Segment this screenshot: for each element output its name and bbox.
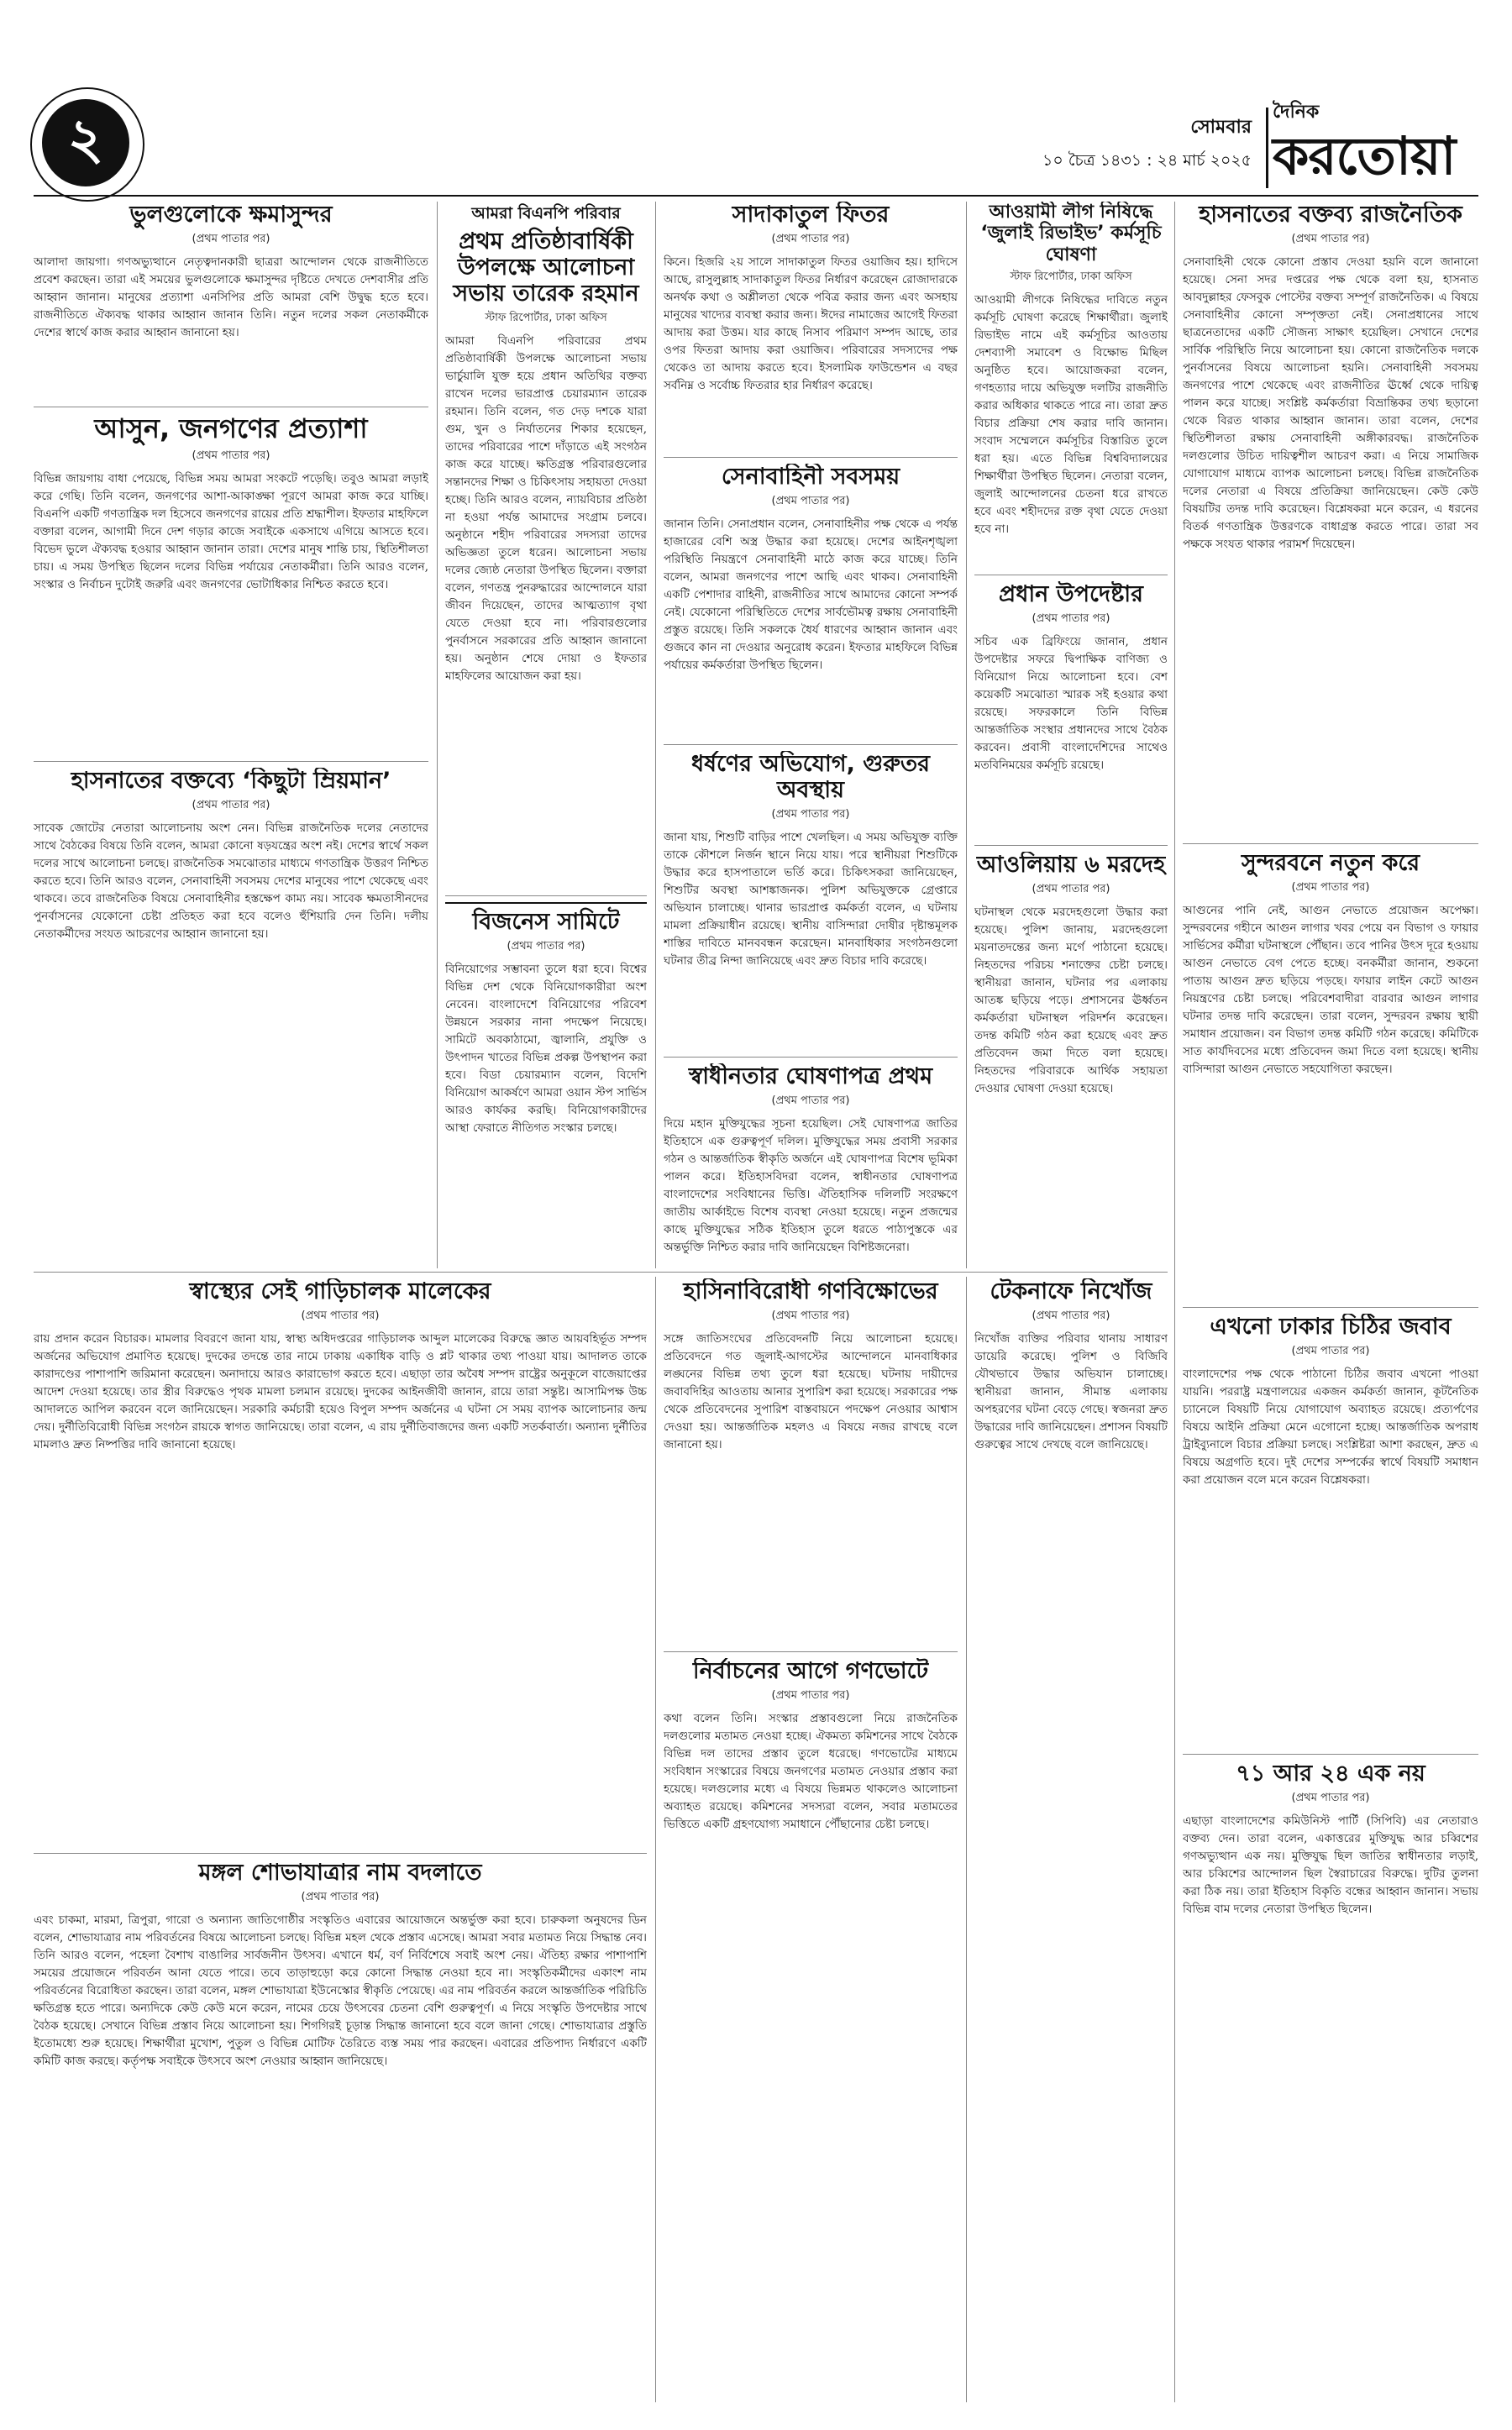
article-body: বিভিন্ন জায়গায় বাধা পেয়েছে, বিভিন্ন সময় আমরা সংকটে পড়েছি। তবুও আমরা লড়াই করে গেছি। তিনি বলেন, জনগণের আশা-আকাঙ্ক্ষা পূরণে আমরা কাজ করে যাচ্ছি। বিএনপি একটি গণতান্ত্রিক দল হিসেবে জনগণের রায়ের প্রতি শ্রদ্ধাশীল। ইফতার মাহফিলে বক্তারা বলেন, আগামী দিনে দেশ গড়ার কাজে সবাইকে একসাথে এগিয়ে আসতে হবে। বিভেদ ভুলে ঐক্যবদ্ধ হওয়ার আহ্বান জানান তারা। দেশের মানুষ শান্তি চায়, স্থিতিশীলতা চায়। এ সময় উপস্থিত ছিলেন দলের বিভিন্ন পর্যায়ের নেতাকর্মীরা। তিনি আরও বলেন, সংস্কার ও নির্বাচন দুটোই জরুরি এবং জনগণের ভোটাধিকার নিশ্চিত করতে হবে। [34, 471, 428, 591]
article-body: সঙ্গে জাতিসংঘের প্রতিবেদনটি নিয়ে আলোচনা হয়েছে। প্রতিবেদনে গত জুলাই-আগস্টের আন্দোলনে মানবাধিকার লঙ্ঘনের বিভিন্ন তথ্য তুলে ধরা হয়েছে। ঘটনায় দায়ীদের জবাবদিহির আওতায় আনার সুপারিশ করা হয়েছে। সরকারের পক্ষ থেকে প্রতিবেদনের সুপারিশ বাস্তবায়নে পদক্ষেপ নেওয়ার আশ্বাস দেওয়া হয়। আন্তর্জাতিক মহলও এ বিষয়ে নজর রাখছে বলে জানানো হয়। [664, 1332, 958, 1452]
article-bnp-family [445, 202, 647, 890]
article-continuation: (প্রথম পাতার পর) [1032, 612, 1110, 626]
article-body: আওয়ামী লীগকে নিষিদ্ধের দাবিতে নতুন কর্মসূচি ঘোষণা করেছে শিক্ষার্থীরা। জুলাই রিভাইভ নামে এই কর্মসূচির আওতায় দেশব্যাপী সমাবেশ ও বিক্ষোভ মিছিল অনুষ্ঠিত হবে। আয়োজকরা বলেন, গণহত্যার দায়ে অভিযুক্ত দলটির রাজনীতি করার অধিকার থাকতে পারে না। তারা দ্রুত বিচার প্রক্রিয়া শেষ করার দাবি জানান। সংবাদ সম্মেলনে কর্মসূচির বিস্তারিত তুলে ধরা হয়। এতে বিভিন্ন বিশ্ববিদ্যালয়ের শিক্ষার্থীরা উপস্থিত ছিলেন। নেতারা বলেন, জুলাই আন্দোলনের চেতনা ধরে রাখতে হবে এবং শহীদদের রক্ত বৃথা যেতে দেওয়া হবে না। [974, 292, 1168, 536]
article-teknaf [974, 1278, 1168, 1648]
article-continuation: (প্রথম পাতার পর) [771, 1094, 850, 1108]
article-headline: সাদাকাতুল ফিতর [732, 202, 890, 228]
article-body: জানা যায়, শিশুটি বাড়ির পাশে খেলছিল। এ সময় অভিযুক্ত ব্যক্তি তাকে কৌশলে নির্জন স্থানে নিয়ে যায়। পরে স্থানীয়রা শিশুটিকে উদ্ধার করে হাসপাতালে ভর্তি করে। চিকিৎসকরা জানিয়েছেন, শিশুটির অবস্থা আশঙ্কাজনক। পুলিশ অভিযুক্তকে গ্রেপ্তারে অভিযান চালাচ্ছে। থানার ভারপ্রাপ্ত কর্মকর্তা বলেন, এ ঘটনায় মামলা প্রক্রিয়াধীন রয়েছে। স্থানীয় বাসিন্দারা দোষীর দৃষ্টান্তমূলক শাস্তির দাবিতে মানববন্ধন করেছেন। মানবাধিকার সংগঠনগুলো ঘটনার তীব্র নিন্দা জানিয়েছে এবং দ্রুত বিচার দাবি করেছে। [664, 831, 958, 968]
logo-top-text: দৈনিক [1273, 102, 1320, 123]
article-body: সেনাবাহিনী থেকে কোনো প্রস্তাব দেওয়া হয়নি বলে জানানো হয়েছে। সেনা সদর দপ্তরের পক্ষ থেকে বলা হয়, হাসনাত আবদুল্লাহর ফেসবুক পোস্টের বক্তব্য সম্পূর্ণ রাজনৈতিক। এ বিষয়ে সেনাবাহিনীর কোনো সম্পৃক্ততা নেই। সেনাপ্রধানের সাথে ছাত্রনেতাদের একটি সৌজন্য সাক্ষাৎ হয়েছিল। সেখানে দেশের সার্বিক পরিস্থিতি নিয়ে আলোচনা হয়। কোনো রাজনৈতিক দলকে পুনর্বাসনের বিষয়ে আলোচনা হয়নি। সেনাবাহিনী সবসময় জনগণের পাশে থেকেছে এবং রাজনীতির ঊর্ধ্বে থেকে দায়িত্ব পালন করে যাচ্ছে। সংশ্লিষ্ট কর্মকর্তারা বিভ্রান্তিকর তথ্য ছড়ানো থেকে বিরত থাকার আহ্বান জানান। তারা বলেন, দেশের স্থিতিশীলতা রক্ষায় সেনাবাহিনী অঙ্গীকারবদ্ধ। রাজনৈতিক দলগুলোর উচিত দায়িত্বশীল আচরণ করা। এ নিয়ে সামাজিক যোগাযোগ মাধ্যমে ব্যাপক আলোচনা চলছে। বিভিন্ন রাজনৈতিক দলের নেতারা এ বিষয়ে প্রতিক্রিয়া জানিয়েছেন। কেউ কেউ বিষয়টির তদন্ত দাবি করেছেন। বিশ্লেষকরা মনে করেন, এ ধরনের বিতর্ক গণতান্ত্রিক উত্তরণকে বাধাগ্রস্ত করতে পারে। তারা সব পক্ষকে সংযত থাকার পরামর্শ দিয়েছেন। [1183, 255, 1478, 552]
article-body: জানান তিনি। সেনাপ্রধান বলেন, সেনাবাহিনীর পক্ষ থেকে এ পর্যন্ত হাজারের বেশি অস্ত্র উদ্ধার করা হয়েছে। দেশের আইনশৃঙ্খলা পরিস্থিতি নিয়ন্ত্রণে সেনাবাহিনী মাঠে কাজ করে যাচ্ছে। তিনি বলেন, আমরা জনগণের পাশে আছি এবং থাকব। সেনাবাহিনী একটি পেশাদার বাহিনী, রাজনীতির সাথে আমাদের কোনো সম্পর্ক নেই। যেকোনো পরিস্থিতিতে দেশের সার্বভৌমত্ব রক্ষায় সেনাবাহিনী প্রস্তুত রয়েছে। তিনি সকলকে ধৈর্য ধারণের আহ্বান জানান এবং গুজবে কান না দেওয়ার অনুরোধ করেন। ইফতার মাহফিলে বিভিন্ন পর্যায়ের কর্মকর্তারা উপস্থিত ছিলেন। [664, 517, 958, 673]
article-continuation: (প্রথম পাতার পর) [771, 233, 850, 246]
article-headline: সুন্দরবনে নতুন করে [1241, 850, 1420, 876]
article-continuation: (প্রথম পাতার পর) [1291, 1792, 1370, 1805]
article-continuation: (প্রথম পাতার পর) [1291, 233, 1370, 246]
article-headline: হাসনাতের বক্তব্যে ‘কিছুটা ম্রিয়মান’ [71, 768, 391, 794]
article-body: দিয়ে মহান মুক্তিযুদ্ধের সূচনা হয়েছিল। সেই ঘোষণাপত্র জাতির ইতিহাসে এক গুরুত্বপূর্ণ দলিল। মুক্তিযুদ্ধের সময় প্রবাসী সরকার গঠন ও আন্তর্জাতিক স্বীকৃতি অর্জনে এই ঘোষণাপত্র বিশেষ ভূমিকা পালন করে। ইতিহাসবিদরা বলেন, স্বাধীনতার ঘোষণাপত্র বাংলাদেশের সংবিধানের ভিত্তি। ঐতিহাসিক দলিলটি সংরক্ষণে জাতীয় আর্কাইভে বিশেষ ব্যবস্থা নেওয়া হয়েছে। নতুন প্রজন্মের কাছে মুক্তিযুদ্ধের সঠিক ইতিহাস তুলে ধরতে পাঠ্যপুস্তকে এর অন্তর্ভুক্তি নিশ্চিত করার দাবি জানিয়েছেন বিশিষ্টজনেরা। [664, 1117, 958, 1255]
article-continuation: (প্রথম পাতার পর) [507, 940, 585, 953]
article-headline: হাসনাতের বক্তব্য রাজনৈতিক [1199, 202, 1462, 228]
article-asun [34, 413, 428, 758]
page-number: ২ [42, 99, 129, 186]
article-headline: আওলিয়ায় ৬ মরদেহ [976, 852, 1166, 878]
column-divider [437, 202, 438, 1268]
column-divider [1174, 202, 1175, 2402]
article-bus-owner [34, 1278, 647, 1850]
date-box [1042, 113, 1252, 176]
article-divider [664, 744, 958, 745]
article-continuation: (প্রথম পাতার পর) [1032, 883, 1110, 896]
article-body: আলাদা জায়গা। গণঅভ্যুত্থানে নেতৃত্বদানকারী ছাত্ররা আন্দোলন থেকে রাজনীতিতে প্রবেশ করছেন। তারা এই সময়ের ভুলগুলোকে ক্ষমাসুন্দর দৃষ্টিতে দেখতে দেশবাসীর প্রতি আহ্বান জানান। মানুষের প্রত্যাশা এনসিপির প্রতি আমরা বেশি উদ্বুদ্ধ হতে হবে। রাজনীতিতে ঐক্যবদ্ধ থাকার আহ্বান জানান তিনি। নতুন দলের সকল নেতাকর্মীকে দেশের স্বার্থে কাজ করার আহ্বান জানানো হয়। [34, 255, 428, 340]
article-divider [34, 1853, 647, 1854]
article-rape [664, 751, 958, 1053]
article-body: কথা বলেন তিনি। সংস্কার প্রস্তাবগুলো নিয়ে রাজনৈতিক দলগুলোর মতামত নেওয়া হচ্ছে। ঐকমত্য কমিশনের সাথে বৈঠকে বিভিন্ন দল তাদের প্রস্তাব তুলে ধরেছে। গণভোটের মাধ্যমে সংবিধান সংস্কারের বিষয়ে জনগণের মতামত নেওয়ার প্রস্তাব করা হয়েছে। দলগুলোর মধ্যে এ বিষয়ে ভিন্নমত থাকলেও আলোচনা অব্যাহত রয়েছে। কমিশনের সদস্যরা বলেন, সবার মতামতের ভিত্তিতে একটি গ্রহণযোগ্য সমাধানে পৌঁছানোর চেষ্টা চলছে। [664, 1712, 958, 1832]
article-divider [1183, 843, 1478, 844]
article-body: আগুনের পানি নেই, আগুন নেভাতে প্রয়োজন অপেক্ষা। সুন্দরবনের গহীনে আগুন লাগার খবর পেয়ে বন বিভাগ ও ফায়ার সার্ভিসের কর্মীরা ঘটনাস্থলে পৌঁছান। তবে পানির উৎস দূরে হওয়ায় আগুন নেভাতে বেগ পেতে হচ্ছে। বনকর্মীরা জানান, শুকনো পাতায় আগুন দ্রুত ছড়িয়ে পড়ছে। ফায়ার লাইন কেটে আগুন নিয়ন্ত্রণের চেষ্টা চলছে। পরিবেশবাদীরা বারবার আগুন লাগার ঘটনার তদন্ত দাবি করেছেন। তারা বলেন, সুন্দরবন রক্ষায় স্থায়ী সমাধান প্রয়োজন। বন বিভাগ তদন্ত কমিটি গঠন করেছে। কমিটিকে সাত কার্যদিবসের মধ্যে প্রতিবেদন জমা দিতে বলা হয়েছে। স্থানীয় বাসিন্দারা আগুন নেভাতে সহযোগিতা করছেন। [1183, 904, 1478, 1077]
article-body: কিনে। হিজরি ২য় সালে সাদাকাতুল ফিতর ওয়াজিব হয়। হাদিসে আছে, রাসুলুল্লাহ সাদাকাতুল ফিতর নির্ধারণ করেছেন রোজাদারকে অনর্থক কথা ও অশ্লীলতা থেকে পবিত্র করার জন্য এবং অসহায় মানুষের খাদ্যের ব্যবস্থা করার জন্য। ঈদের নামাজের আগেই ফিতরা আদায় করা উত্তম। যার কাছে নিসাব পরিমাণ সম্পদ আছে, তার ওপর ফিতরা আদায় করা ওয়াজিব। পরিবারের সদস্যদের পক্ষ থেকেও তা আদায় করতে হবে। ইসলামিক ফাউন্ডেশন এ বছর সর্বনিম্ন ও সর্বোচ্চ ফিতরার হার নির্ধারণ করেছে। [664, 255, 958, 393]
article-body: সাবেক জোটের নেতারা আলোচনায় অংশ নেন। বিভিন্ন রাজনৈতিক দলের নেতাদের সাথে বৈঠকের বিষয়ে তিনি বলেন, আমরা কোনো ষড়যন্ত্রের অংশ নই। দেশের স্বার্থে সকল দলের সাথে আলোচনা চলছে। রাজনৈতিক সমঝোতার মাধ্যমে গণতান্ত্রিক উত্তরণ নিশ্চিত করতে হবে। তিনি আরও বলেন, সেনাবাহিনী সবসময় দেশের মানুষের পাশে থেকেছে এবং থাকবে। তবে রাজনৈতিক বিষয়ে সেনাবাহিনীর হস্তক্ষেপ কাম্য নয়। সাবেক ক্ষমতাসীনদের পুনর্বাসনের যেকোনো চেষ্টা প্রতিহত করা হবে বলেও হুঁশিয়ারি দেন তিনি। দলীয় নেতাকর্মীদের সংযত আচরণের আহ্বান জানানো হয়। [34, 821, 428, 942]
article-divider [1183, 1307, 1478, 1308]
article-kicker: আমরা বিএনপি পরিবার [471, 204, 621, 223]
article-headline: আওয়ামী লীগ নিষিদ্ধে ‘জুলাই রিভাইভ’ কর্মসূচি ঘোষণা [980, 202, 1162, 265]
masthead-rule [34, 195, 1478, 197]
article-headline: হাসিনাবিরোধী গণবিক্ষোভের [683, 1278, 938, 1304]
article-body: এবং চাকমা, মারমা, ত্রিপুরা, গারো ও অন্যান্য জাতিগোষ্ঠীর সংস্কৃতিও এবারের আয়োজনে অন্তর্ভুক্ত করা হবে। চারুকলা অনুষদের ডিন বলেন, শোভাযাত্রার নাম পরিবর্তনের বিষয়ে আলোচনা চলছে। বিভিন্ন মহল থেকে প্রস্তাব এসেছে। আমরা সবার মতামত নিয়ে সিদ্ধান্ত নেব। তিনি আরও বলেন, পহেলা বৈশাখ বাঙালির সার্বজনীন উৎসব। এখানে ধর্ম, বর্ণ নির্বিশেষে সবাই অংশ নেয়। ঐতিহ্য রক্ষার পাশাপাশি সময়ের প্রয়োজনে পরিবর্তন আনা যেতে পারে। তবে তাড়াহুড়ো করে কোনো সিদ্ধান্ত নেওয়া হবে না। সংস্কৃতিকর্মীদের একাংশ নাম পরিবর্তনের বিরোধিতা করছেন। তারা বলেন, মঙ্গল শোভাযাত্রা ইউনেস্কোর স্বীকৃতি পেয়েছে। এর নাম পরিবর্তন করলে আন্তর্জাতিক পরিচিতি ক্ষতিগ্রস্ত হতে পারে। অন্যদিকে কেউ কেউ মনে করেন, নামের চেয়ে উৎসবের চেতনা বেশি গুরুত্বপূর্ণ। এ নিয়ে সংস্কৃতি উপদেষ্টার সাথে বৈঠক হয়েছে। সেখানে বিভিন্ন প্রস্তাব নিয়ে আলোচনা হয়। শিগগিরই চূড়ান্ত সিদ্ধান্ত জানানো হবে বলে জানা গেছে। শোভাযাত্রার প্রস্তুতি ইতোমধ্যে শুরু হয়েছে। শিক্ষার্থীরা মুখোশ, পুতুল ও বিভিন্ন মোটিফ তৈরিতে ব্যস্ত সময় পার করছেন। এবারের প্রতিপাদ্য নির্ধারণে একটি কমিটি কাজ করছে। কর্তৃপক্ষ সবাইকে উৎসবে অংশ নেওয়ার আহ্বান জানিয়েছে। [34, 1913, 647, 2069]
article-continuation: (প্রথম পাতার পর) [192, 799, 270, 812]
article-body: সচিব এক ব্রিফিংয়ে জানান, প্রধান উপদেষ্টার সফরে দ্বিপাক্ষিক বাণিজ্য ও বিনিয়োগ নিয়ে আলোচনা হবে। বেশ কয়েকটি সমঝোতা স্মারক সই হওয়ার কথা রয়েছে। সফরকালে তিনি বিভিন্ন আন্তর্জাতিক সংস্থার প্রধানদের সাথে বৈঠক করবেন। প্রবাসী বাংলাদেশিদের সাথেও মতবিনিময়ের কর্মসূচি রয়েছে। [974, 635, 1168, 773]
article-body: এছাড়া বাংলাদেশের কমিউনিস্ট পার্টি (সিপিবি) এর নেতারাও বক্তব্য দেন। তারা বলেন, একাত্তরের মুক্তিযুদ্ধ আর চব্বিশের গণঅভ্যুত্থান এক নয়। মুক্তিযুদ্ধ ছিল জাতির স্বাধীনতার লড়াই, আর চব্বিশের আন্দোলন ছিল স্বৈরাচারের বিরুদ্ধে। দুটির তুলনা করা ঠিক নয়। তারা ইতিহাস বিকৃতি বন্ধের আহ্বান জানান। সভায় বিভিন্ন বাম দলের নেতারা উপস্থিত ছিলেন। [1183, 1814, 1478, 1917]
article-mangal [34, 1860, 647, 2402]
article-hasnat-kichhuta [34, 768, 428, 1263]
article-awami [974, 202, 1168, 571]
article-71-24 [1183, 1761, 1478, 2399]
article-hasina-anti [664, 1278, 958, 1648]
article-continuation: (প্রথম পাতার পর) [771, 1689, 850, 1703]
article-divider [664, 1651, 958, 1652]
article-headline: ধর্ষণের অভিযোগ, গুরুতর অবস্থায় [690, 751, 931, 804]
article-sundarban [1183, 850, 1478, 1304]
article-divider [664, 1057, 958, 1058]
article-adviser [974, 581, 1168, 842]
article-headline: টেকনাফে নিখোঁজ [990, 1278, 1152, 1304]
article-headline: এখনো ঢাকার চিঠির জবাব [1210, 1314, 1452, 1340]
article-army [664, 464, 958, 741]
article-vul [34, 202, 428, 403]
newspaper-logo [1273, 97, 1470, 190]
article-headline: সেনাবাহিনী সবসময় [721, 464, 900, 490]
article-continuation: (প্রথম পাতার পর) [192, 233, 270, 246]
article-headline: প্রধান উপদেষ্টার [999, 581, 1143, 607]
article-continuation: (প্রথম পাতার পর) [771, 495, 850, 508]
article-body: বাংলাদেশের পক্ষ থেকে পাঠানো চিঠির জবাব এখনো পাওয়া যায়নি। পররাষ্ট্র মন্ত্রণালয়ের একজন কর্মকর্তা জানান, কূটনৈতিক চ্যানেলে বিষয়টি নিয়ে যোগাযোগ অব্যাহত রয়েছে। প্রত্যর্পণের বিষয়ে আইনি প্রক্রিয়া মেনে এগোনো হচ্ছে। আন্তর্জাতিক অপরাধ ট্রাইব্যুনালে বিচার প্রক্রিয়া চলছে। সংশ্লিষ্টরা আশা করছেন, দ্রুত এ বিষয়ে অগ্রগতি হবে। দুই দেশের সম্পর্কের স্বার্থে বিষয়টি সমাধান করা প্রয়োজন বলে মনে করেন বিশ্লেষকরা। [1183, 1367, 1478, 1488]
article-headline: মঙ্গল শোভাযাত্রার নাম বদলাতে [198, 1860, 482, 1886]
column-divider [655, 202, 656, 1268]
article-independence [664, 1063, 958, 1268]
logo-main-text: করতোয়া [1273, 125, 1456, 186]
article-headline: স্বাধীনতার ঘোষণাপত্র প্রথম [688, 1063, 933, 1089]
masthead [34, 92, 1478, 193]
column-divider [966, 202, 967, 1268]
article-continuation: (প্রথম পাতার পর) [1291, 1345, 1370, 1358]
article-body: আমরা বিএনপি পরিবারের প্রথম প্রতিষ্ঠাবার্ষিকী উপলক্ষে আলোচনা সভায় ভার্চুয়ালি যুক্ত হয়ে প্রধান অতিথির বক্তব্য রাখেন দলের ভারপ্রাপ্ত চেয়ারম্যান তারেক রহমান। তিনি বলেন, গত দেড় দশকে যারা গুম, খুন ও নির্যাতনের শিকার হয়েছেন, তাদের পরিবারের পাশে দাঁড়াতে এই সংগঠন কাজ করে যাচ্ছে। ক্ষতিগ্রস্ত পরিবারগুলোর সন্তানদের শিক্ষা ও চিকিৎসায় সহায়তা দেওয়া হচ্ছে। তিনি আরও বলেন, ন্যায়বিচার প্রতিষ্ঠা না হওয়া পর্যন্ত আমাদের সংগ্রাম চলবে। অনুষ্ঠানে শহীদ পরিবারের সদস্যরা তাদের অভিজ্ঞতা তুলে ধরেন। আলোচনা সভায় দলের জ্যেষ্ঠ নেতারা উপস্থিত ছিলেন। বক্তারা বলেন, গণতন্ত্র পুনরুদ্ধারের আন্দোলনে যারা জীবন দিয়েছেন, তাদের আত্মত্যাগ বৃথা যেতে দেওয়া হবে না। পরিবারগুলোর পুনর্বাসনে সরকারের প্রতি আহ্বান জানানো হয়। অনুষ্ঠান শেষে দোয়া ও ইফতার মাহফিলের আয়োজন করা হয়। [445, 334, 647, 684]
article-headline: ভুলগুলোকে ক্ষমাসুন্দর [129, 202, 333, 228]
article-headline: নির্বাচনের আগে গণভোটে [692, 1658, 929, 1684]
article-body: বিনিয়োগের সম্ভাবনা তুলে ধরা হবে। বিশ্বের বিভিন্ন দেশ থেকে বিনিয়োগকারীরা অংশ নেবেন। বাংলাদেশে বিনিয়োগের পরিবেশ উন্নয়নে সরকার নানা পদক্ষেপ নিয়েছে। সামিটে অবকাঠামো, জ্বালানি, প্রযুক্তি ও উৎপাদন খাতের বিভিন্ন প্রকল্প উপস্থাপন করা হবে। বিডা চেয়ারম্যান বলেন, বিদেশি বিনিয়োগ আকর্ষণে আমরা ওয়ান স্টপ সার্ভিস আরও কার্যকর করছি। বিনিয়োগকারীদের আস্থা ফেরাতে নীতিগত সংস্কার চলছে। [445, 963, 647, 1136]
article-body: ঘটনাস্থল থেকে মরদেহগুলো উদ্ধার করা হয়েছে। পুলিশ জানায়, মরদেহগুলো ময়নাতদন্তের জন্য মর্গে পাঠানো হয়েছে। নিহতদের পরিচয় শনাক্তের চেষ্টা চলছে। স্থানীয়রা জানান, ঘটনার পর এলাকায় আতঙ্ক ছড়িয়ে পড়ে। প্রশাসনের ঊর্ধ্বতন কর্মকর্তারা ঘটনাস্থল পরিদর্শন করেছেন। তদন্ত কমিটি গঠন করা হয়েছে এবং দ্রুত প্রতিবেদন জমা দিতে বলা হয়েছে। নিহতদের পরিবারকে আর্থিক সহায়তা দেওয়ার ঘোষণা দেওয়া হয়েছে। [974, 905, 1168, 1096]
column-divider [655, 1277, 656, 2402]
article-headline: বিজনেস সামিটে [445, 902, 647, 935]
article-continuation: (প্রথম পাতার পর) [1032, 1309, 1110, 1323]
article-election [664, 1658, 958, 2402]
article-continuation: (প্রথম পাতার পর) [192, 449, 270, 462]
article-divider [445, 895, 647, 896]
article-continuation: (প্রথম পাতার পর) [771, 808, 850, 821]
column-divider [966, 1277, 967, 2402]
article-continuation: (প্রথম পাতার পর) [301, 1891, 380, 1904]
article-dhaka-letter [1183, 1314, 1478, 1750]
article-divider [664, 457, 958, 458]
article-dateline: স্টাফ রিপোর্টার, ঢাকা অফিস [1010, 270, 1132, 283]
article-headline: স্বাস্থ্যের সেই গাড়িচালক মালেকের [189, 1278, 491, 1304]
article-continuation: (প্রথম পাতার পর) [1291, 881, 1370, 895]
article-divider [34, 761, 428, 762]
day-name: সোমবার [1190, 117, 1252, 138]
article-divider [1183, 1754, 1478, 1755]
article-headline: আসুন, জনগণের প্রত্যাশা [94, 413, 368, 444]
article-hasnat-political [1183, 202, 1478, 840]
article-continuation: (প্রথম পাতার পর) [301, 1309, 380, 1323]
article-headline: প্রথম প্রতিষ্ঠাবার্ষিকী উপলক্ষে আলোচনা সভায় তারেক রহমান [453, 228, 639, 307]
article-divider [974, 845, 1168, 846]
article-aolia [974, 852, 1168, 1268]
article-business [445, 902, 647, 1268]
date-line: ১০ চৈত্র ১৪৩১ : ২৪ মার্চ ২০২৫ [1042, 151, 1252, 170]
article-headline: ৭১ আর ২৪ এক নয় [1236, 1761, 1425, 1787]
article-body: নিখোঁজ ব্যক্তির পরিবার থানায় সাধারণ ডায়েরি করেছে। পুলিশ ও বিজিবি যৌথভাবে উদ্ধার অভিযান চালাচ্ছে। স্থানীয়রা জানান, সীমান্ত এলাকায় অপহরণের ঘটনা বেড়ে গেছে। স্বজনরা দ্রুত উদ্ধারের দাবি জানিয়েছেন। প্রশাসন বিষয়টি গুরুত্বের সাথে দেখছে বলে জানিয়েছে। [974, 1332, 1168, 1452]
logo-separator [1266, 108, 1268, 188]
article-fitra [664, 202, 958, 454]
article-body: রায় প্রদান করেন বিচারক। মামলার বিবরণে জানা যায়, স্বাস্থ্য অধিদপ্তরের গাড়িচালক আব্দুল মালেকের বিরুদ্ধে জ্ঞাত আয়বহির্ভূত সম্পদ অর্জনের অভিযোগ প্রমাণিত হয়েছে। দুদকের তদন্তে তার নামে ঢাকায় একাধিক বাড়ি ও প্লট থাকার তথ্য পাওয়া যায়। আদালত তাকে কারাদণ্ডের পাশাপাশি জরিমানা করেছেন। অনাদায়ে আরও কারাভোগ করতে হবে। এছাড়া তার অবৈধ সম্পদ রাষ্ট্রের অনুকূলে বাজেয়াপ্তের আদেশ দেওয়া হয়েছে। তার স্ত্রীর বিরুদ্ধেও পৃথক মামলা চলমান রয়েছে। দুদকের আইনজীবী জানান, রায়ে তারা সন্তুষ্ট। আসামিপক্ষ উচ্চ আদালতে আপিল করবেন বলে জানিয়েছেন। সরকারি কর্মচারী হয়েও বিপুল সম্পদ অর্জনের এ ঘটনা সে সময় ব্যাপক আলোচনার জন্ম দেয়। দুর্নীতিবিরোধী বিভিন্ন সংগঠন রায়কে স্বাগত জানিয়েছে। তারা বলেন, এ রায় দুর্নীতিবাজদের জন্য একটি সতর্কবার্তা। অন্যান্য দুর্নীতির মামলাও দ্রুত নিষ্পত্তির দাবি জানানো হয়েছে। [34, 1332, 647, 1452]
section-divider [34, 1272, 1168, 1273]
article-continuation: (প্রথম পাতার পর) [771, 1309, 850, 1323]
article-dateline: স্টাফ রিপোর্টার, ঢাকা অফিস [485, 312, 607, 325]
